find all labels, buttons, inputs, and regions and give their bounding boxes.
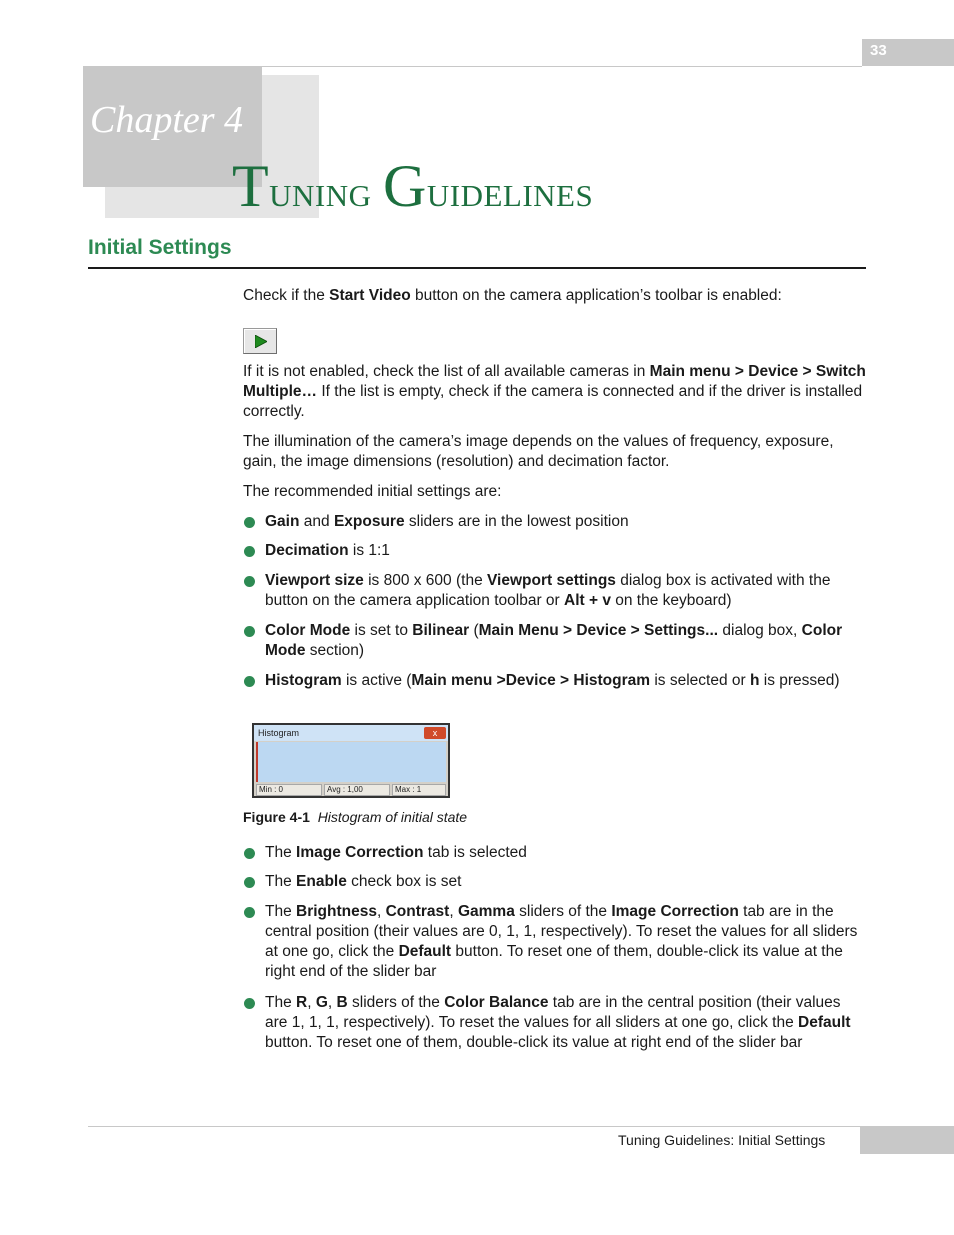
list-item: The Image Correction tab is selected bbox=[265, 844, 527, 861]
histogram-min: Min : 0 bbox=[256, 784, 322, 796]
bullet-dot bbox=[244, 517, 255, 528]
list-item: The R, G, B sliders of the Color Balance tab are in the central position (their values are 1, 1, 1, respectively). To reset the values for all sliders at one go, click the Default button. To reset one of them, double-click its value at right end of the slider bar bbox=[265, 994, 851, 1051]
list-item: Histogram is active (Main menu >Device > Histogram is selected or h is pressed) bbox=[265, 672, 840, 689]
paragraph-not-enabled: If it is not enabled, check the list of all available cameras in Main menu > Device > Switch Multiple… If the list is empty, check if the camera is connected and if the driver is installed correctly. bbox=[243, 363, 866, 420]
histogram-status-bar bbox=[256, 784, 446, 796]
section-rule bbox=[88, 267, 866, 269]
bullet-dot bbox=[244, 576, 255, 587]
chapter-title: Tuning Guidelines bbox=[232, 153, 594, 219]
bullet-dot bbox=[244, 998, 255, 1009]
bullet-dot bbox=[244, 848, 255, 859]
histogram-title: Histogram bbox=[254, 725, 448, 741]
chapter-label: Chapter 4 bbox=[90, 99, 244, 141]
bullet-dot bbox=[244, 546, 255, 557]
list-item: The Brightness, Contrast, Gamma sliders of the Image Correction tab are in the central position (their values are 0, 1, 1, respectively). To reset the values for all sliders at one go, click the Default button. To reset one of them, double-click its value at the right end of the slider bar bbox=[265, 903, 858, 980]
paragraph-start-video: Check if the Start Video button on the camera application’s toolbar is enabled: bbox=[243, 287, 782, 304]
footer-rule bbox=[88, 1126, 862, 1127]
close-icon[interactable]: x bbox=[424, 727, 446, 739]
page-number: 33 bbox=[870, 42, 887, 59]
section-title: Initial Settings bbox=[88, 236, 232, 259]
histogram-window bbox=[252, 723, 450, 798]
paragraph-illumination: The illumination of the camera’s image depends on the values of frequency, exposure, gain, the image dimensions (resolution) and decimation factor. bbox=[243, 433, 834, 470]
histogram-max: Max : 1 bbox=[392, 784, 446, 796]
footer-tab bbox=[860, 1126, 954, 1154]
figure-caption: Figure 4-1 Histogram of initial state bbox=[243, 809, 468, 825]
bullet-dot bbox=[244, 626, 255, 637]
bullet-dot bbox=[244, 877, 255, 888]
list-item: Gain and Exposure sliders are in the lowest position bbox=[265, 513, 629, 530]
list-item: Color Mode is set to Bilinear (Main Menu > Device > Settings... dialog box, Color Mode section) bbox=[265, 622, 843, 659]
histogram-avg: Avg : 1,00 bbox=[324, 784, 390, 796]
list-item: Decimation is 1:1 bbox=[265, 542, 390, 559]
bullet-dot bbox=[244, 676, 255, 687]
footer-text: Tuning Guidelines: Initial Settings bbox=[618, 1132, 826, 1148]
histogram-plot bbox=[256, 742, 446, 782]
play-triangle-icon bbox=[255, 335, 267, 348]
start-video-button[interactable] bbox=[243, 328, 277, 354]
paragraph-recommended: The recommended initial settings are: bbox=[243, 483, 502, 500]
list-item: Viewport size is 800 x 600 (the Viewport settings dialog box is activated with the button on the camera application toolbar or Alt + v on the keyboard) bbox=[265, 572, 831, 609]
list-item: The Enable check box is set bbox=[265, 873, 462, 890]
bullet-dot bbox=[244, 907, 255, 918]
